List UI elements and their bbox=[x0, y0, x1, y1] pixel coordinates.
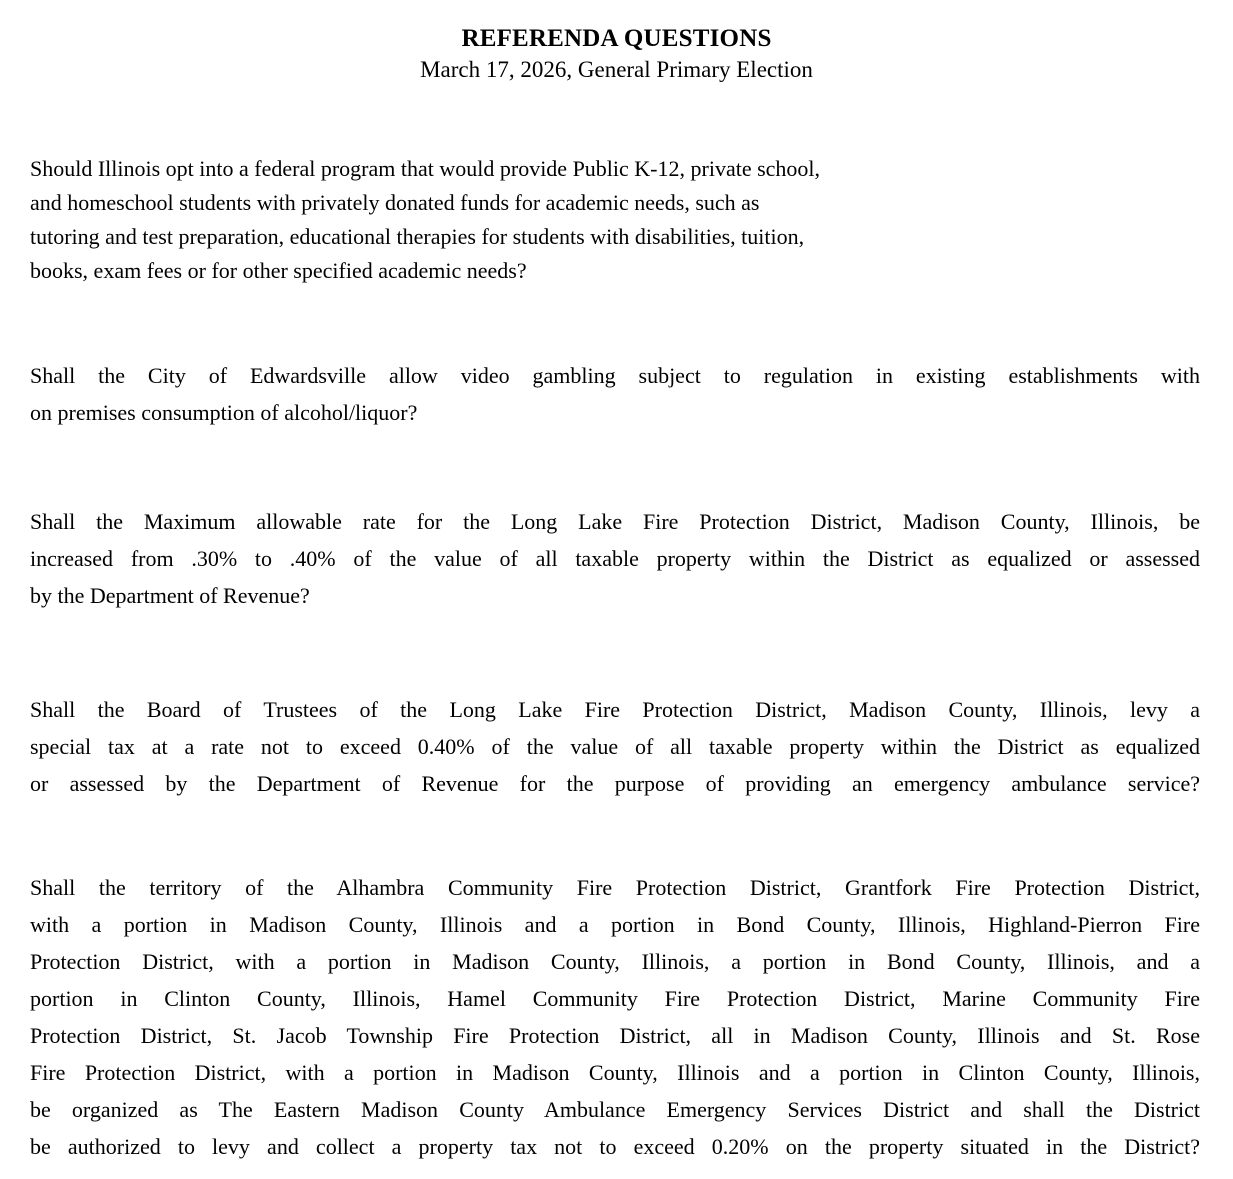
text-line: on premises consumption of alcohol/liquor? bbox=[30, 400, 418, 425]
text-line: Protection District, St. Jacob Township Fire Protection District, all in Madison County, Illinois and St. Rose bbox=[30, 1023, 1200, 1048]
text-line: Shall the territory of the Alhambra Community Fire Protection District, Grantfork Fire Protection District, bbox=[30, 875, 1200, 900]
text-line: Should Illinois opt into a federal program that would provide Public K-12, private school, bbox=[30, 156, 821, 181]
text-line: Shall the City of Edwardsville allow video gambling subject to regulation in existing establishments with bbox=[30, 363, 1200, 388]
referendum-question-federal-program bbox=[30, 152, 1200, 288]
text-line: with a portion in Madison County, Illinois and a portion in Bond County, Illinois, Highland-Pierron Fire bbox=[30, 912, 1200, 937]
text-line: increased from .30% to .40% of the value of all taxable property within the District as equalized or assessed bbox=[30, 546, 1200, 571]
referendum-question-special-tax bbox=[30, 691, 1200, 802]
text-line: be authorized to levy and collect a property tax not to exceed 0.20% on the property situated in the District? bbox=[30, 1134, 1200, 1159]
text-line: Shall the Board of Trustees of the Long Lake Fire Protection District, Madison County, Illinois, levy a bbox=[30, 697, 1200, 722]
text-line: Fire Protection District, with a portion in Madison County, Illinois and a portion in Clinton County, Illinois, bbox=[30, 1060, 1200, 1085]
referendum-question-video-gambling bbox=[30, 357, 1200, 431]
page-title: REFERENDA QUESTIONS bbox=[461, 25, 772, 52]
text-line: or assessed by the Department of Revenue for the purpose of providing an emergency ambulance service? bbox=[30, 771, 1200, 796]
referendum-question-long-lake-rate bbox=[30, 503, 1200, 614]
text-line: special tax at a rate not to exceed 0.40% of the value of all taxable property within the District as equalized bbox=[30, 734, 1200, 759]
text-line: be organized as The Eastern Madison County Ambulance Emergency Services District and shall the District bbox=[30, 1097, 1200, 1122]
page-subtitle: March 17, 2026, General Primary Election bbox=[420, 57, 813, 82]
document-header bbox=[0, 24, 1233, 86]
referendum-question-ambulance-district bbox=[30, 869, 1200, 1165]
text-line: tutoring and test preparation, educational therapies for students with disabilities, tuition, bbox=[30, 224, 805, 249]
text-line: by the Department of Revenue? bbox=[30, 583, 310, 608]
text-line: portion in Clinton County, Illinois, Hamel Community Fire Protection District, Marine Community Fire bbox=[30, 986, 1200, 1011]
text-line: books, exam fees or for other specified academic needs? bbox=[30, 258, 527, 283]
text-line: and homeschool students with privately donated funds for academic needs, such as bbox=[30, 190, 760, 215]
text-line: Protection District, with a portion in Madison County, Illinois, a portion in Bond County, Illinois, and a bbox=[30, 949, 1200, 974]
text-line: Shall the Maximum allowable rate for the Long Lake Fire Protection District, Madison County, Illinois, be bbox=[30, 509, 1200, 534]
